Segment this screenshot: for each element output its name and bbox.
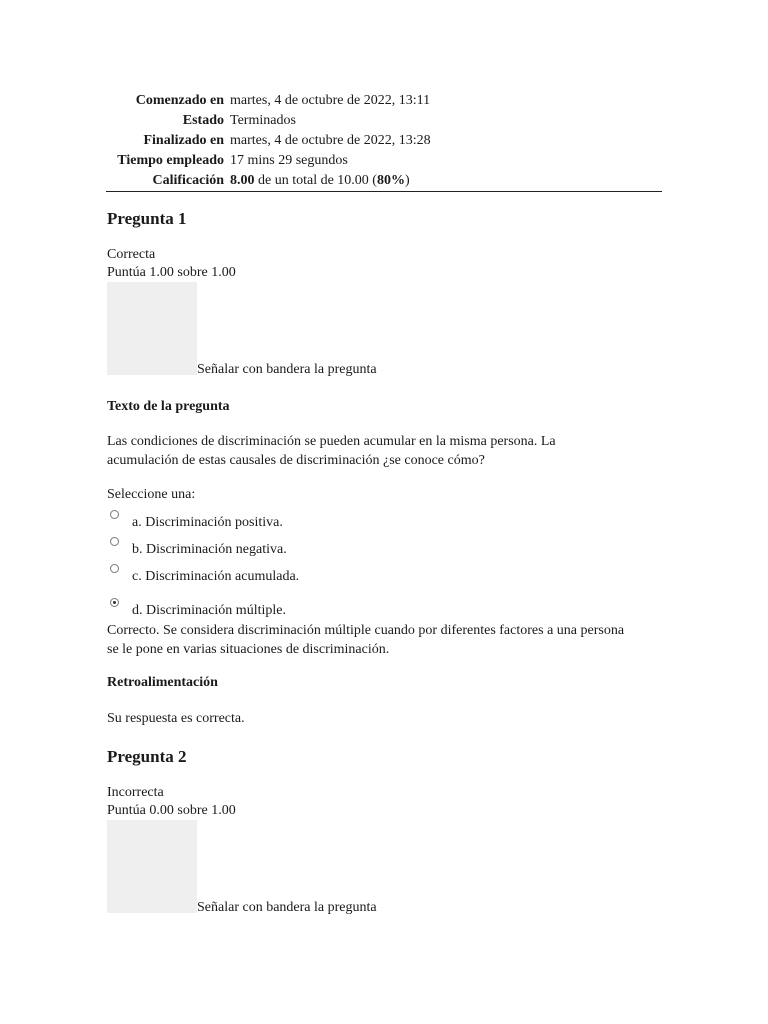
option-a-label[interactable]: a. Discriminación positiva. [132, 515, 283, 530]
question-1-text: Las condiciones de discriminación se pueden acumular en la misma persona. La acumulación de estas causales de discriminación ¿se conoce cómo? [107, 434, 556, 468]
question-2-state: Incorrecta [107, 785, 164, 800]
grade-score: 8.00 [230, 173, 255, 188]
summary-row-time-taken [106, 151, 662, 171]
question-1-prompt: Seleccione una: [107, 487, 196, 502]
summary-label: Tiempo empleado [117, 153, 224, 168]
flag-question-1-image[interactable] [107, 282, 197, 375]
option-b-label[interactable]: b. Discriminación negativa. [132, 542, 287, 557]
question-2-points: Puntúa 0.00 sobre 1.00 [107, 803, 236, 818]
option-d-label[interactable]: d. Discriminación múltiple. [132, 603, 286, 618]
option-d-radio[interactable] [110, 598, 119, 607]
question-1-title: Pregunta 1 [107, 209, 187, 228]
summary-value: martes, 4 de octubre de 2022, 13:28 [230, 133, 431, 148]
option-b-radio[interactable] [110, 537, 119, 546]
option-c-label[interactable]: c. Discriminación acumulada. [132, 569, 300, 584]
question-1-points: Puntúa 1.00 sobre 1.00 [107, 265, 236, 280]
question-2-title: Pregunta 2 [107, 747, 187, 766]
summary-row-state [106, 111, 662, 131]
summary-label: Calificación [106, 171, 228, 192]
summary-value: 17 mins 29 segundos [230, 153, 348, 168]
summary-label: Comenzado en [135, 93, 224, 108]
question-1-specific-feedback: Correcto. Se considera discriminación múltiple cuando por diferentes factores a una persona se le pone en varias situaciones de discriminación. [107, 623, 625, 657]
summary-label: Finalizado en [143, 133, 224, 148]
summary-row-finished [106, 131, 662, 151]
summary-value: Terminados [230, 113, 296, 128]
option-c-radio[interactable] [110, 564, 119, 573]
flag-question-2-image[interactable] [107, 820, 197, 913]
grade-total-text: de un total de 10.00 ( [254, 173, 377, 188]
flag-question-1-label[interactable]: Señalar con bandera la pregunta [197, 362, 377, 377]
flag-question-2-label[interactable]: Señalar con bandera la pregunta [197, 900, 377, 915]
grade-value [228, 171, 662, 192]
summary-value: martes, 4 de octubre de 2022, 13:11 [230, 93, 431, 108]
question-1-feedback-heading: Retroalimentación [107, 675, 218, 690]
summary-row-started [106, 91, 662, 111]
option-a-radio[interactable] [110, 510, 119, 519]
grade-percent: 80% [376, 173, 405, 188]
summary-row-grade [106, 171, 662, 192]
question-1-feedback: Su respuesta es correcta. [107, 711, 245, 726]
question-1-text-heading: Texto de la pregunta [107, 399, 230, 414]
question-1-state: Correcta [107, 247, 156, 262]
attempt-summary-table [106, 91, 662, 192]
summary-label: Estado [182, 113, 224, 128]
grade-close-paren: ) [404, 173, 410, 188]
